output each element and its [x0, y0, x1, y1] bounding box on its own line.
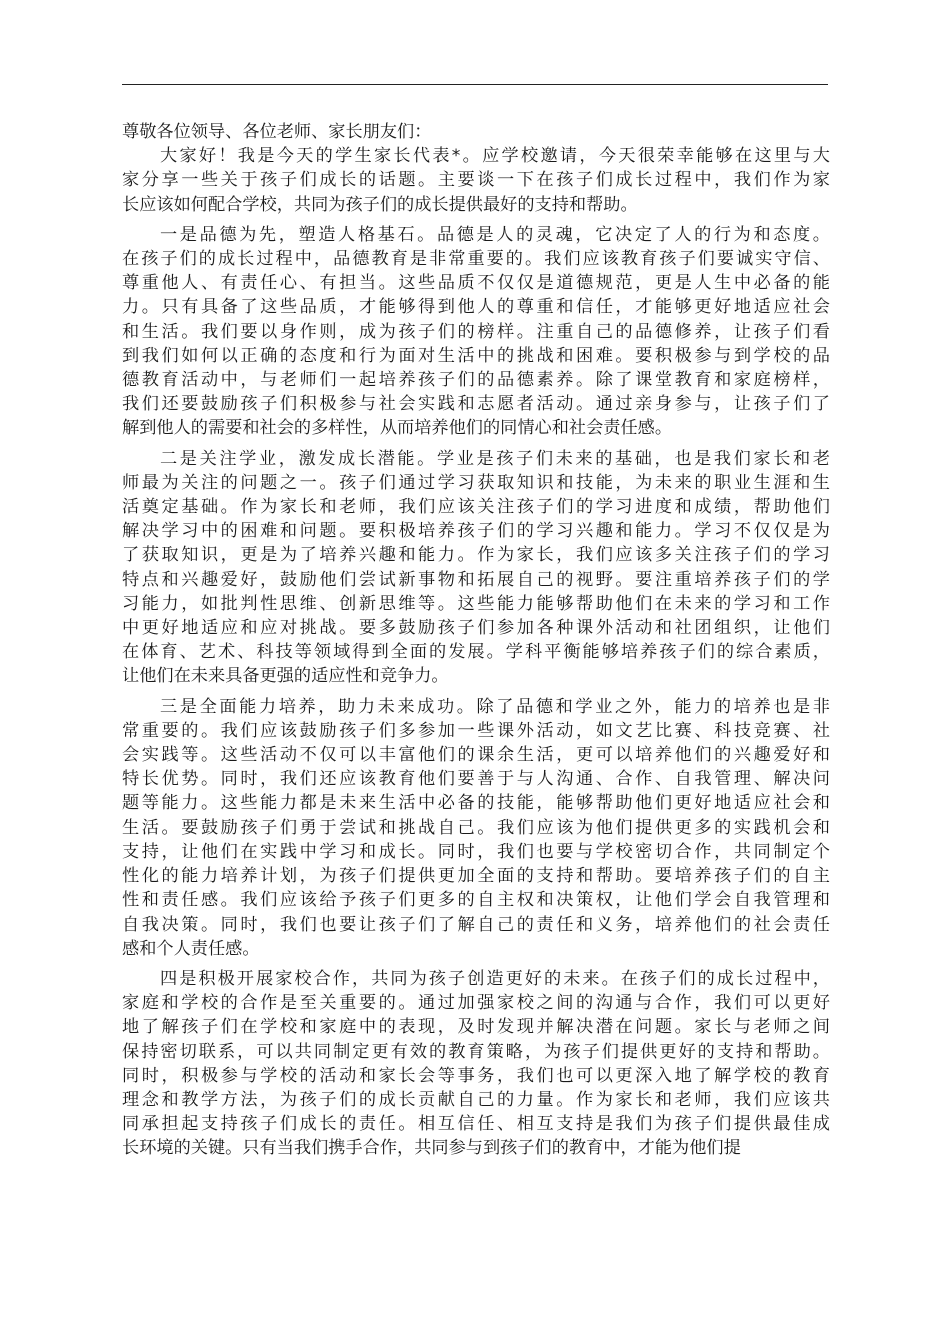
text-line: 题等能力。这些能力都是未来生活中必备的技能，能够帮助他们更好地适应社会和	[122, 793, 830, 814]
text-line: 家庭和学校的合作是至关重要的。通过加强家校之间的沟通与合作，我们可以更好	[122, 993, 830, 1014]
text-line: 性和责任感。我们应该给予孩子们更多的自主权和决策权，让他们学会自我管理和	[122, 890, 830, 911]
text-line: 同承担起支持孩子们成长的责任。相互信任、相互支持是我们为孩子们提供最佳成	[122, 1114, 830, 1135]
text-line: 常重要的。我们应该鼓励孩子们多参加一些课外活动，如文艺比赛、科技竞赛、社	[122, 720, 830, 741]
text-line: 一是品德为先，塑造人格基石。品德是人的灵魂，它决定了人的行为和态度。	[160, 224, 830, 245]
text-line: 家分享一些关于孩子们成长的话题。主要谈一下在孩子们成长过程中，我们作为家	[122, 170, 830, 191]
text-line: 师最为关注的问题之一。孩子们通过学习获取知识和技能，为未来的职业生涯和生	[122, 472, 830, 493]
text-line: 四是积极开展家校合作，共同为孩子创造更好的未来。在孩子们的成长过程中，	[160, 968, 830, 989]
text-line: 二是关注学业，激发成长潜能。学业是孩子们未来的基础，也是我们家长和老	[160, 448, 830, 469]
text-line: 特长优势。同时，我们还应该教育他们要善于与人沟通、合作、自我管理、解决问	[122, 769, 830, 790]
text-line: 性化的能力培养计划，为孩子们提供更加全面的支持和帮助。要培养孩子们的自主	[122, 866, 830, 887]
text-line: 和生活。我们要以身作则，成为孩子们的榜样。注重自己的品德修养，让孩子们看	[122, 321, 830, 342]
paragraph	[122, 967, 830, 1161]
text-line: 力。只有具备了这些品质，才能够得到他人的尊重和信任，才能够更好地适应社会	[122, 297, 830, 318]
text-line: 了获取知识，更是为了培养兴趣和能力。作为家长，我们应该多关注孩子们的学习	[122, 545, 830, 566]
text-line: 大家好！我是今天的学生家长代表*。应学校邀请，今天很荣幸能够在这里与大	[160, 146, 830, 167]
text-line: 保持密切联系，可以共同制定更有效的教育策略，为孩子们提供更好的支持和帮助。	[122, 1041, 830, 1062]
text-line: 同时，积极参与学校的活动和家长会等事务，我们也可以更深入地了解学校的教育	[122, 1065, 830, 1086]
salutation: 尊敬各位领导、各位老师、家长朋友们：	[122, 122, 432, 142]
text-line: 我们还要鼓励孩子们积极参与社会实践和志愿者活动。通过亲身参与，让孩子们了	[122, 394, 830, 415]
text-line: 感和个人责任感。	[122, 938, 260, 959]
text-line: 活奠定基础。作为家长和老师，我们应该关注孩子们的学习进度和成绩，帮助他们	[122, 497, 830, 518]
text-line: 在体育、艺术、科技等领域得到全面的发展。学科平衡能够培养孩子们的综合素质，	[122, 642, 830, 663]
paragraphs-container	[122, 144, 830, 1160]
text-line: 自我决策。同时，我们也要让孩子们了解自己的责任和义务，培养他们的社会责任	[122, 914, 830, 935]
text-line: 长环境的关键。只有当我们携手合作，共同参与到孩子们的教育中，才能为他们提	[122, 1138, 741, 1159]
text-line: 长应该如何配合学校，共同为孩子们的成长提供最好的支持和帮助。	[122, 194, 638, 215]
text-line: 特点和兴趣爱好，鼓励他们尝试新事物和拓展自己的视野。要注重培养孩子们的学	[122, 569, 830, 590]
paragraph	[122, 447, 830, 689]
text-line: 让他们在未来具备更强的适应性和竞争力。	[122, 666, 449, 687]
header-rule	[122, 84, 828, 85]
text-line: 三是全面能力培养，助力未来成功。除了品德和学业之外，能力的培养也是非	[160, 696, 830, 717]
text-line: 理念和教学方法，为孩子们的成长贡献自己的力量。作为家长和老师，我们应该共	[122, 1089, 830, 1110]
text-line: 生活。要鼓励孩子们勇于尝试和挑战自己。我们应该为他们提供更多的实践机会和	[122, 817, 830, 838]
paragraph	[122, 695, 830, 961]
text-line: 会实践等。这些活动不仅可以丰富他们的课余生活，更可以培养他们的兴趣爱好和	[122, 745, 830, 766]
text-line: 解到他人的需要和社会的多样性，从而培养他们的同情心和社会责任感。	[122, 418, 673, 439]
text-line: 习能力，如批判性思维、创新思维等。这些能力能够帮助他们在未来的学习和工作	[122, 593, 830, 614]
text-line: 德教育活动中，与老师们一起培养孩子们的品德素养。除了课堂教育和家庭榜样，	[122, 370, 830, 391]
text-line: 中更好地适应和应对挑战。要多鼓励孩子们参加各种课外活动和社团组织，让他们	[122, 618, 830, 639]
text-line: 尊重他人、有责任心、有担当。这些品质不仅仅是道德规范，更是人生中必备的能	[122, 273, 830, 294]
text-line: 地了解孩子们在学校和家庭中的表现，及时发现并解决潜在问题。家长与老师之间	[122, 1017, 830, 1038]
document-body	[122, 120, 830, 1167]
text-line: 到我们如何以正确的态度和行为面对生活中的挑战和困难。要积极参与到学校的品	[122, 345, 830, 366]
paragraph	[122, 223, 830, 441]
text-line: 解决学习中的困难和问题。要积极培养孩子们的学习兴趣和能力。学习不仅仅是为	[122, 521, 830, 542]
text-line: 在孩子们的成长过程中，品德教育是非常重要的。我们应该教育孩子们要诚实守信、	[122, 249, 830, 270]
text-line: 支持，让他们在实践中学习和成长。同时，我们也要与学校密切合作，共同制定个	[122, 841, 830, 862]
paragraph	[122, 144, 830, 217]
